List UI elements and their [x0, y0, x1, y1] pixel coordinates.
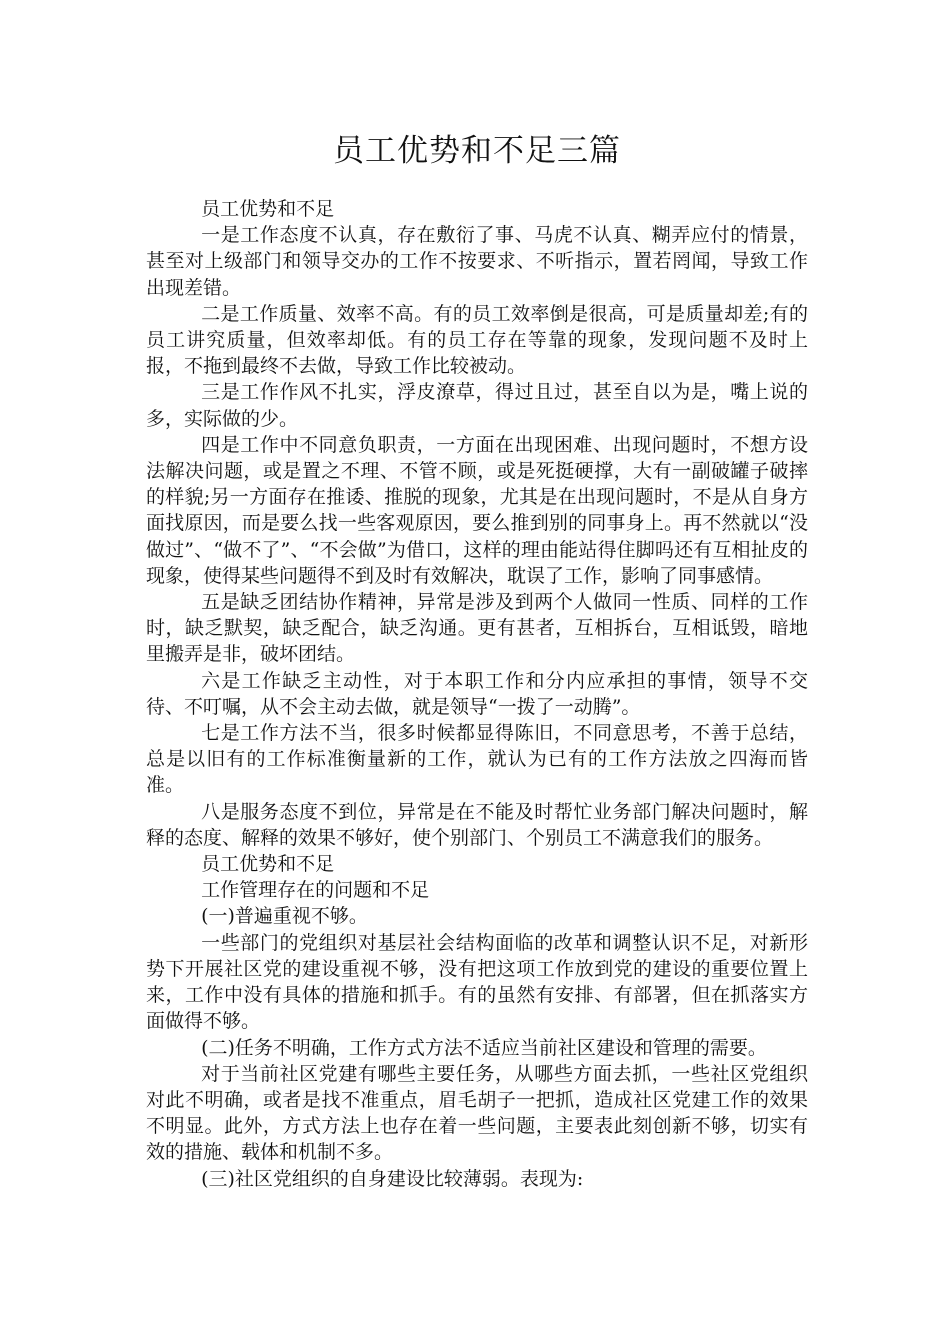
paragraph: 四是工作中不同意负职责，一方面在出现困难、出现问题时，不想方设法解决问题，或是置之不理、不管不顾，或是死挺硬撑，大有一副破罐子破摔的样貌;另一方面存在推诿、推脱的现象，尤其是在出现问题时，不是从自身方面找原因，而是要么找一些客观原因，要么推到别的同事身上。再不然就以“没做过”、“做不了”、“不会做”为借口，这样的理由能站得住脚吗还有互相扯皮的现象，使得某些问题得不到及时有效解决，耽误了工作，影响了同事感情。	[146, 433, 808, 587]
subsection-heading: (二)任务不明确，工作方式方法不适应当前社区建设和管理的需要。	[201, 1036, 767, 1059]
document-page	[146, 128, 808, 1192]
document-body	[146, 196, 808, 1192]
section-heading: 员工优势和不足	[201, 198, 335, 220]
paragraph: 三是工作作风不扎实，浮皮潦草，得过且过，甚至自以为是，嘴上说的多，实际做的少。	[146, 381, 808, 430]
paragraph: 五是缺乏团结协作精神，异常是涉及到两个人做同一性质、同样的工作时，缺乏默契，缺乏配合，缺乏沟通。更有甚者，互相拆台，互相诋毁，暗地里搬弄是非，破坏团结。	[146, 591, 808, 666]
paragraph: 一是工作态度不认真，存在敷衍了事、马虎不认真、糊弄应付的情景，甚至对上级部门和领导交办的工作不按要求、不听指示，置若罔闻，导致工作出现差错。	[146, 224, 808, 299]
paragraph: 一些部门的党组织对基层社会结构面临的改革和调整认识不足，对新形势下开展社区党的建设重视不够，没有把这项工作放到党的建设的重要位置上来，工作中没有具体的措施和抓手。有的虽然有安排、有部署，但在抓落实方面做得不够。	[146, 931, 808, 1033]
paragraph: 六是工作缺乏主动性，对于本职工作和分内应承担的事情，领导不交待、不叮嘱，从不会主动去做，就是领导“一拨了一动腾”。	[146, 669, 808, 718]
section-heading: 工作管理存在的问题和不足	[201, 879, 430, 902]
paragraph: 二是工作质量、效率不高。有的员工效率倒是很高，可是质量却差;有的员工讲究质量，但效率却低。有的员工存在等靠的现象，发现问题不及时上报，不拖到最终不去做，导致工作比较被动。	[146, 302, 808, 378]
paragraph: 七是工作方法不当，很多时候都显得陈旧，不同意思考，不善于总结，总是以旧有的工作标准衡量新的工作，就认为已有的工作方法放之四海而皆准。	[146, 722, 808, 797]
paragraph: 八是服务态度不到位，异常是在不能及时帮忙业务部门解决问题时，解释的态度、解释的效果不够好，使个别部门、个别员工不满意我们的服务。	[146, 800, 808, 849]
subsection-heading: (三)社区党组织的自身建设比较薄弱。表现为:	[201, 1167, 584, 1190]
document-title: 员工优势和不足三篇	[333, 133, 621, 169]
subsection-heading: (一)普遍重视不够。	[201, 905, 368, 928]
paragraph: 对于当前社区党建有哪些主要任务，从哪些方面去抓，一些社区党组织对此不明确，或者是找不准重点，眉毛胡子一把抓，造成社区党建工作的效果不明显。此外，方式方法上也存在着一些问题，主要表此刻创新不够，切实有效的措施、载体和机制不多。	[146, 1062, 808, 1164]
section-heading: 员工优势和不足	[201, 853, 335, 876]
